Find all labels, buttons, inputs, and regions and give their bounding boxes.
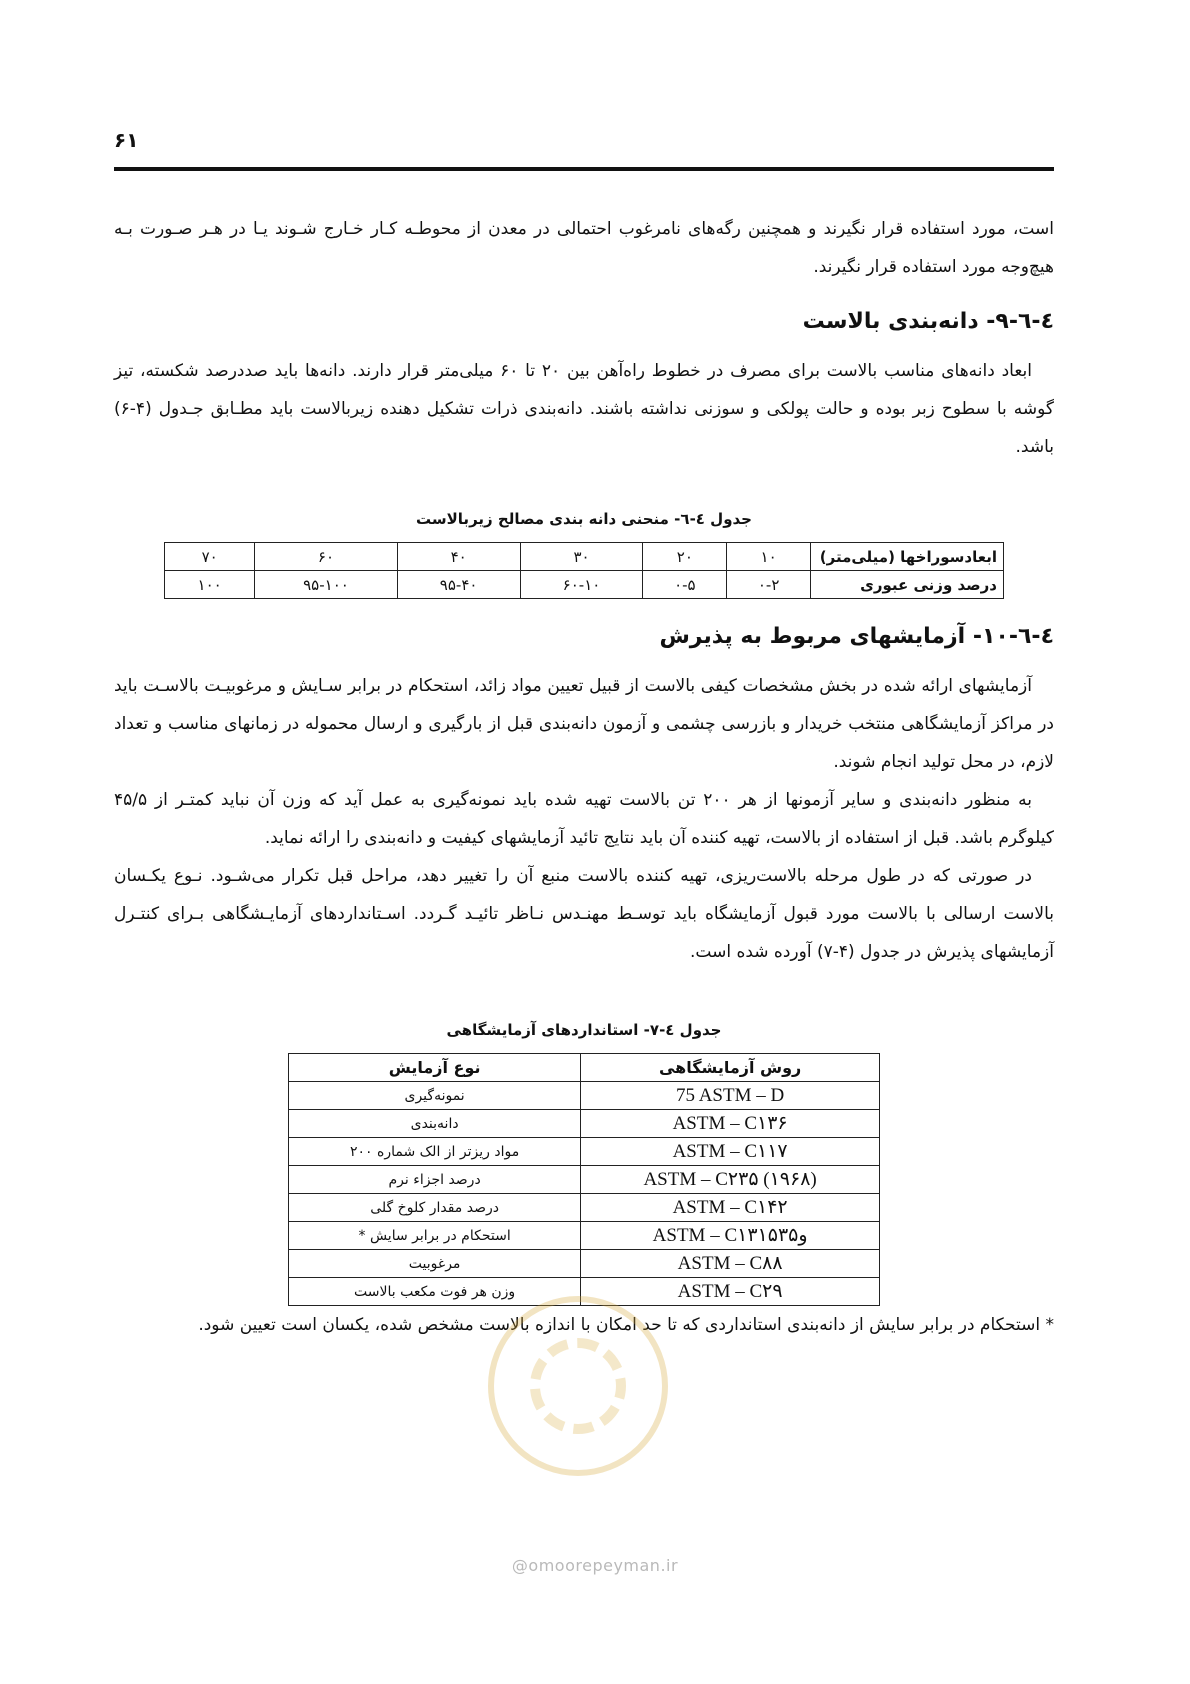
section-heading-acceptance: ٤-٦-١٠- آزمایشهای مربوط به پذیرش (659, 624, 1054, 649)
column-header-method: روش آزمایشگاهی (581, 1054, 880, 1082)
table-header-row (289, 1054, 880, 1082)
method-cell: ASTM – C۲۹ (581, 1278, 880, 1306)
table-cell: ۹۵-۱۰۰ (255, 571, 397, 599)
table-cell: ۱۰۰ (165, 571, 255, 599)
test-cell: مواد ریزتر از الک شماره ۲۰۰ (289, 1138, 581, 1166)
test-cell: نمونه‌گیری (289, 1082, 581, 1110)
table-cell: ۳۰ (520, 543, 643, 571)
watermark-site-text: @omoorepeyman.ir (511, 1556, 679, 1575)
table-row (289, 1110, 880, 1138)
method-cell: ASTM – C۲۳۵ (۱۹۶۸) (581, 1166, 880, 1194)
table-row (289, 1166, 880, 1194)
method-cell: ASTM – C۸۸ (581, 1250, 880, 1278)
table-row (289, 1138, 880, 1166)
acceptance-paragraph-2: به منظور دانه‌بندی و سایر آزمونها از هر ۲۰۰ تن بالاست تهیه شده باید نمونه‌گیری به عمل آید که وزن آن نباید کمتـر از ۴۵/۵ کیلوگرم باشد. قبل از استفاده از بالاست، تهیه کننده آن باید نتایج تائید آزمایشهای کیفیت و دانه‌بندی را ارائه نماید. (114, 790, 1054, 848)
table-cell: ۲۰ (643, 543, 727, 571)
method-cell: ASTM – C۱۳۱و۵۳۵ (581, 1222, 880, 1250)
intro-paragraph: است، مورد استفاده قرار نگیرند و همچنین رگه‌های نامرغوب احتمالی در معدن از محوطـه کـار خـارج شـوند یـا در هـر صـورت بـه هیچ‌وجه مورد استفاده قرار نگیرند. (114, 219, 1054, 277)
test-cell: دانه‌بندی (289, 1110, 581, 1138)
table-cell: ۶۰ (255, 543, 397, 571)
table-row (289, 1250, 880, 1278)
page-content (114, 210, 1054, 1344)
grading-table (164, 542, 1004, 599)
row-label-sieve-size: ابعادسوراخها (میلی‌متر) (811, 543, 1004, 571)
acceptance-paragraph-3: در صورتی که در طول مرحله بالاست‌ریزی، تهیه کننده بالاست منبع آن را تغییر دهد، مراحل قبل تکرار می‌شـود. نـوع یکـسان بالاست ارسالی با بالاست مورد قبول آزمایشگاه باید توسـط مهنـدس نـاظر تائیـد گـردد. اسـتانداردهای آزمایـشگاهی بـرای کنتـرل آزمایشهای پذیرش در جدول (۴-۷) آورده شده است. (114, 866, 1054, 962)
test-cell: درصد اجزاء نرم (289, 1166, 581, 1194)
standards-table (288, 1053, 880, 1306)
row-label-percent-passing: درصد وزنی عبوری (811, 571, 1004, 599)
table-caption-grading: جدول ٤-٦- منحنی دانه بندی مصالح زیربالاست (416, 510, 752, 528)
header-rule (114, 167, 1054, 171)
page-number: ۶۱ (114, 128, 139, 152)
table-row (289, 1278, 880, 1306)
table-cell: ۰-۲ (727, 571, 811, 599)
table-row (165, 543, 1004, 571)
acceptance-paragraph-1: آزمایشهای ارائه شده در بخش مشخصات کیفی بالاست از قبیل تعیین مواد زائد، استحکام در برابر سـایش و مرغوبیـت بالاسـت باید در مراکز آزمایشگاهی منتخب خریدار و بازرسی چشمی و آزمون دانه‌بندی قبل از بارگیری و ارسال محموله در زمانهای مناسب و تعداد لازم، در محل تولید انجام شوند. (114, 676, 1054, 772)
table-cell: ۶۰-۱۰ (520, 571, 643, 599)
method-cell: 75 ASTM – D (581, 1082, 880, 1110)
table-caption-standards: جدول ٤-٧- استانداردهای آزمایشگاهی (446, 1021, 722, 1039)
table-cell: ۷۰ (165, 543, 255, 571)
method-cell: ASTM – C۱۴۲ (581, 1194, 880, 1222)
table-cell: ۱۰ (727, 543, 811, 571)
table-row (289, 1222, 880, 1250)
table-cell: ۰-۵ (643, 571, 727, 599)
table-row (289, 1194, 880, 1222)
test-cell: استحکام در برابر سایش * (289, 1222, 581, 1250)
grading-paragraph: ابعاد دانه‌های مناسب بالاست برای مصرف در خطوط راه‌آهن بین ۲۰ تا ۶۰ میلی‌متر قرار دارند. دانه‌ها باید صددرصد شکسته، تیز گوشه با سطوح زبر بوده و حالت پولکی و سوزنی نداشته باشند. دانه‌بندی ذرات تشکیل دهنده زیربالاست باید مطـابق جـدول (۴-۶) باشد. (114, 361, 1054, 457)
test-cell: درصد مقدار کلوخ گلی (289, 1194, 581, 1222)
method-cell: ASTM – C۱۱۷ (581, 1138, 880, 1166)
method-cell: ASTM – C۱۳۶ (581, 1110, 880, 1138)
table-row (165, 571, 1004, 599)
test-cell: مرغوبیت (289, 1250, 581, 1278)
table-footnote: * استحکام در برابر سایش از دانه‌بندی استانداردی که تا حد امکان با اندازه بالاست مشخص شده، یکسان است تعیین شود. (198, 1315, 1054, 1335)
table-cell: ۹۵-۴۰ (397, 571, 520, 599)
column-header-test: نوع آزمایش (289, 1054, 581, 1082)
test-cell: وزن هر فوت مکعب بالاست (289, 1278, 581, 1306)
table-cell: ۴۰ (397, 543, 520, 571)
table-row (289, 1082, 880, 1110)
section-heading-grading: ٤-٦-٩- دانه‌بندی بالاست (802, 309, 1054, 334)
